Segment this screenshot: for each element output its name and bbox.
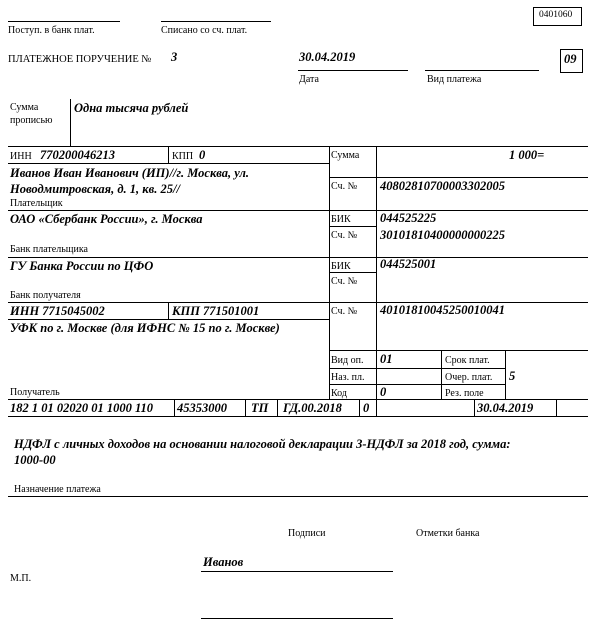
grid-vline-payee-kpp [168, 302, 169, 319]
code-label: Код [331, 388, 347, 399]
payment-type-line [425, 70, 539, 71]
tax-divider-7 [556, 399, 557, 416]
purpose-line-2: 1000-00 [14, 453, 56, 467]
payer-bank-label: Банк плательщика [10, 244, 88, 255]
payee-name: УФК по г. Москве (для ИФНС № 15 по г. Москве) [10, 321, 280, 335]
tax-kbk: 182 1 01 02020 01 1000 110 [10, 401, 154, 415]
amount-words-label-1: Сумма [10, 102, 39, 113]
grid-line-7 [329, 384, 505, 385]
debited-label: Списано со сч. плат. [161, 25, 248, 36]
status-code: 09 [564, 52, 577, 66]
reserve-label: Рез. поле [445, 388, 484, 399]
form-code: 0401060 [539, 10, 573, 20]
payer-kpp-label: КПП [172, 151, 194, 162]
grid-line-2 [8, 210, 588, 211]
payer-inn: 770200046213 [40, 148, 115, 162]
tax-divider-6 [474, 399, 475, 416]
code: 0 [380, 385, 387, 399]
tax-divider-2 [245, 399, 246, 416]
purpose-line [8, 496, 588, 497]
payer-kpp: 0 [199, 148, 206, 162]
received-line [8, 21, 120, 22]
grid-line-1 [8, 146, 588, 147]
amount-words-label-2: прописью [10, 115, 53, 126]
signature-line-1 [201, 571, 393, 572]
op-type-label: Вид оп. [331, 355, 364, 366]
grid-line-bik1 [329, 226, 376, 227]
payee-bank-label: Банк получателя [10, 290, 81, 301]
payer-bank-name: ОАО «Сбербанк России», г. Москва [10, 212, 203, 226]
payee-account-label: Сч. № [331, 306, 358, 317]
grid-vline-main [329, 146, 330, 399]
payer-label: Плательщик [10, 198, 63, 209]
order-title: ПЛАТЕЖНОЕ ПОРУЧЕНИЕ № [8, 54, 152, 65]
signature-line-2 [201, 618, 393, 619]
payer-bik-label: БИК [331, 214, 351, 225]
grid-line-9 [8, 416, 588, 417]
payer-account-label: Сч. № [331, 181, 358, 192]
signatures-label: Подписи [288, 528, 326, 539]
stamp-label: М.П. [10, 573, 32, 584]
priority: 5 [509, 369, 516, 383]
date-label: Дата [299, 74, 319, 85]
purpose-code-label: Наз. пл. [331, 372, 365, 383]
grid-line-3 [8, 257, 588, 258]
tax-basis: ТП [251, 401, 269, 415]
payee-account: 40101810045250010041 [380, 303, 505, 317]
tax-divider-1 [174, 399, 175, 416]
order-date: 30.04.2019 [299, 50, 356, 64]
payee-bik: 044525001 [380, 257, 437, 271]
payee-bik-label: БИК [331, 261, 351, 272]
grid-vline-kpp [168, 146, 169, 163]
payer-bik: 044525225 [380, 211, 437, 225]
grid-vline-value [376, 146, 377, 399]
op-type: 01 [380, 352, 393, 366]
payee-bank-account-label: Сч. № [331, 276, 358, 287]
date-line [298, 70, 408, 71]
debited-line [161, 21, 271, 22]
payer-corr-account-label: Сч. № [331, 230, 358, 241]
payee-bank-name: ГУ Банка России по ЦФО [10, 259, 154, 273]
payer-amount: 1 000= [509, 148, 545, 162]
payer-amount-label: Сумма [331, 150, 360, 161]
term-label: Срок плат. [445, 355, 490, 366]
tax-divider-5 [376, 399, 377, 416]
payer-name-1: Иванов Иван Иванович (ИП)//г. Москва, ул. [10, 166, 250, 180]
tax-period: ГД.00.2018 [283, 401, 342, 415]
grid-vline-right [441, 350, 442, 399]
amount-words-divider [70, 99, 71, 146]
payee-inn: ИНН 7715045002 [10, 304, 105, 318]
payer-account: 40802810700003302005 [380, 179, 505, 193]
received-label: Поступ. в банк плат. [8, 25, 95, 36]
tax-doc-number: 0 [363, 401, 370, 415]
payee-label: Получатель [10, 387, 60, 398]
signature: Иванов [203, 555, 244, 569]
grid-vline-right2 [505, 350, 506, 399]
priority-label: Очер. плат. [445, 372, 493, 383]
payment-type-label: Вид платежа [427, 74, 482, 85]
tax-doc-date: 30.04.2019 [477, 401, 534, 415]
grid-line-inn [8, 163, 329, 164]
order-number: 3 [171, 50, 178, 64]
tax-divider-4 [359, 399, 360, 416]
payer-corr-account: 30101810400000000225 [380, 228, 505, 242]
payer-inn-label: ИНН [10, 151, 32, 162]
tax-oktmo: 45353000 [177, 401, 227, 415]
grid-line-payee-inn [8, 319, 329, 320]
tax-divider-3 [277, 399, 278, 416]
grid-line-account1 [329, 177, 588, 178]
grid-line-6 [329, 368, 505, 369]
amount-words-value: Одна тысяча рублей [74, 101, 189, 115]
grid-line-5 [329, 350, 588, 351]
payee-kpp: КПП 771501001 [172, 304, 260, 318]
bank-marks-label: Отметки банка [416, 528, 480, 539]
payer-name-2: Новодмитровская, д. 1, кв. 25// [10, 182, 180, 196]
purpose-line-1: НДФЛ с личных доходов на основании налоговой декларации 3-НДФЛ за 2018 год, сумма: [14, 437, 511, 451]
grid-line-8 [8, 399, 588, 400]
purpose-label: Назначение платежа [14, 484, 101, 495]
